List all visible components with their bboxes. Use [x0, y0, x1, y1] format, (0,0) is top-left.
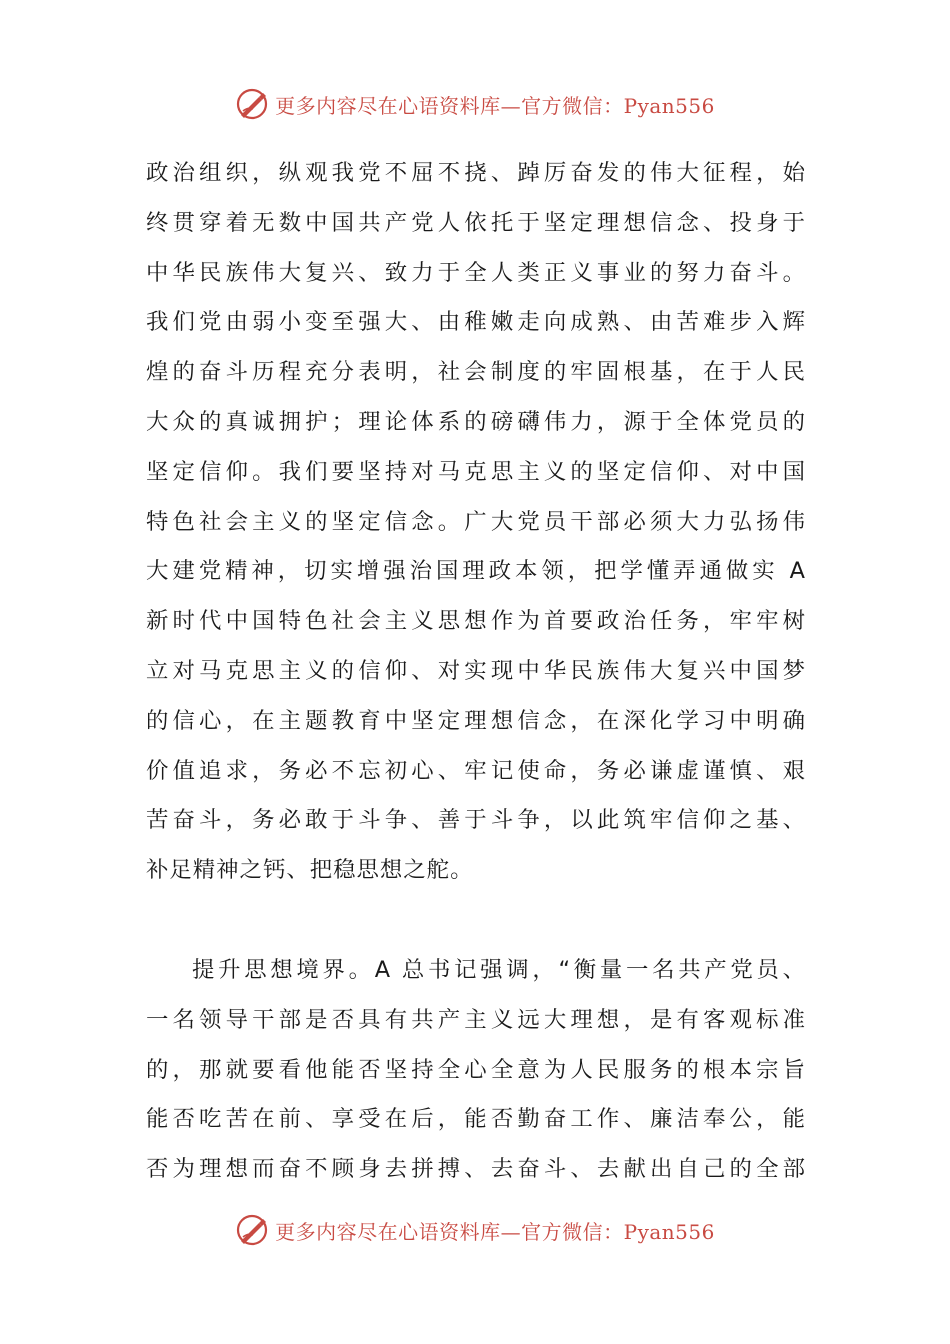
text-line: 苦奋斗，务必敢于斗争、善于斗争，以此筑牢信仰之基、	[146, 807, 806, 834]
text-line: 终贯穿着无数中国共产党人依托于坚定理想信念、投身于	[146, 209, 806, 236]
text-line: 一名领导干部是否具有共产主义远大理想，是有客观标准	[146, 1006, 806, 1033]
document-body	[146, 149, 806, 1195]
text-line: 政治组织，纵观我党不屈不挠、踔厉奋发的伟大征程，始	[146, 160, 806, 186]
header-banner-text: 更多内容尽在心语资料库—官方微信：Pyan556	[275, 93, 715, 118]
paragraph-2	[146, 946, 806, 1195]
paragraph-1	[146, 149, 806, 896]
text-line: 特色社会主义的坚定信念。广大党员干部必须大力弘扬伟	[146, 508, 806, 535]
text-line: 提升思想境界。A 总书记强调，“衡量一名共产党员、	[192, 956, 806, 983]
paragraph-gap	[146, 896, 806, 946]
text-line: 的信心，在主题教育中坚定理想信念，在深化学习中明确	[146, 707, 806, 734]
text-line: 立对马克思主义的信仰、对实现中华民族伟大复兴中国梦	[146, 657, 806, 684]
text-line: 大众的真诚拥护；理论体系的磅礴伟力，源于全体党员的	[146, 408, 806, 435]
text-line: 我们党由弱小变至强大、由稚嫩走向成熟、由苦难步入辉	[146, 309, 806, 336]
text-line: 否为理想而奋不顾身去拼搏、去奋斗、去献出自己的全部	[146, 1156, 806, 1183]
text-line: 能否吃苦在前、享受在后，能否勤奋工作、廉洁奉公，能	[146, 1106, 806, 1133]
text-line: 的，那就要看他能否坚持全心全意为人民服务的根本宗旨	[146, 1056, 806, 1083]
text-line: 中华民族伟大复兴、致力于全人类正义事业的努力奋斗。	[146, 259, 806, 286]
text-line: 新时代中国特色社会主义思想作为首要政治任务，牢牢树	[146, 608, 806, 635]
text-line: 坚定信仰。我们要坚持对马克思主义的坚定信仰、对中国	[146, 458, 806, 485]
text-line: 补足精神之钙、把稳思想之舵。	[146, 857, 474, 884]
text-line: 价值追求，务必不忘初心、牢记使命，务必谦虚谨慎、艰	[146, 757, 806, 784]
text-line: 煌的奋斗历程充分表明，社会制度的牢固根基，在于人民	[146, 359, 806, 386]
footer-banner-text: 更多内容尽在心语资料库—官方微信：Pyan556	[275, 1219, 715, 1244]
header-banner	[0, 84, 950, 124]
pen-seal-logo-icon	[235, 1213, 269, 1247]
text-line: 大建党精神，切实增强治国理政本领，把学懂弄通做实 A	[146, 558, 806, 585]
pen-seal-logo-icon	[235, 87, 269, 121]
footer-banner	[0, 1210, 950, 1250]
